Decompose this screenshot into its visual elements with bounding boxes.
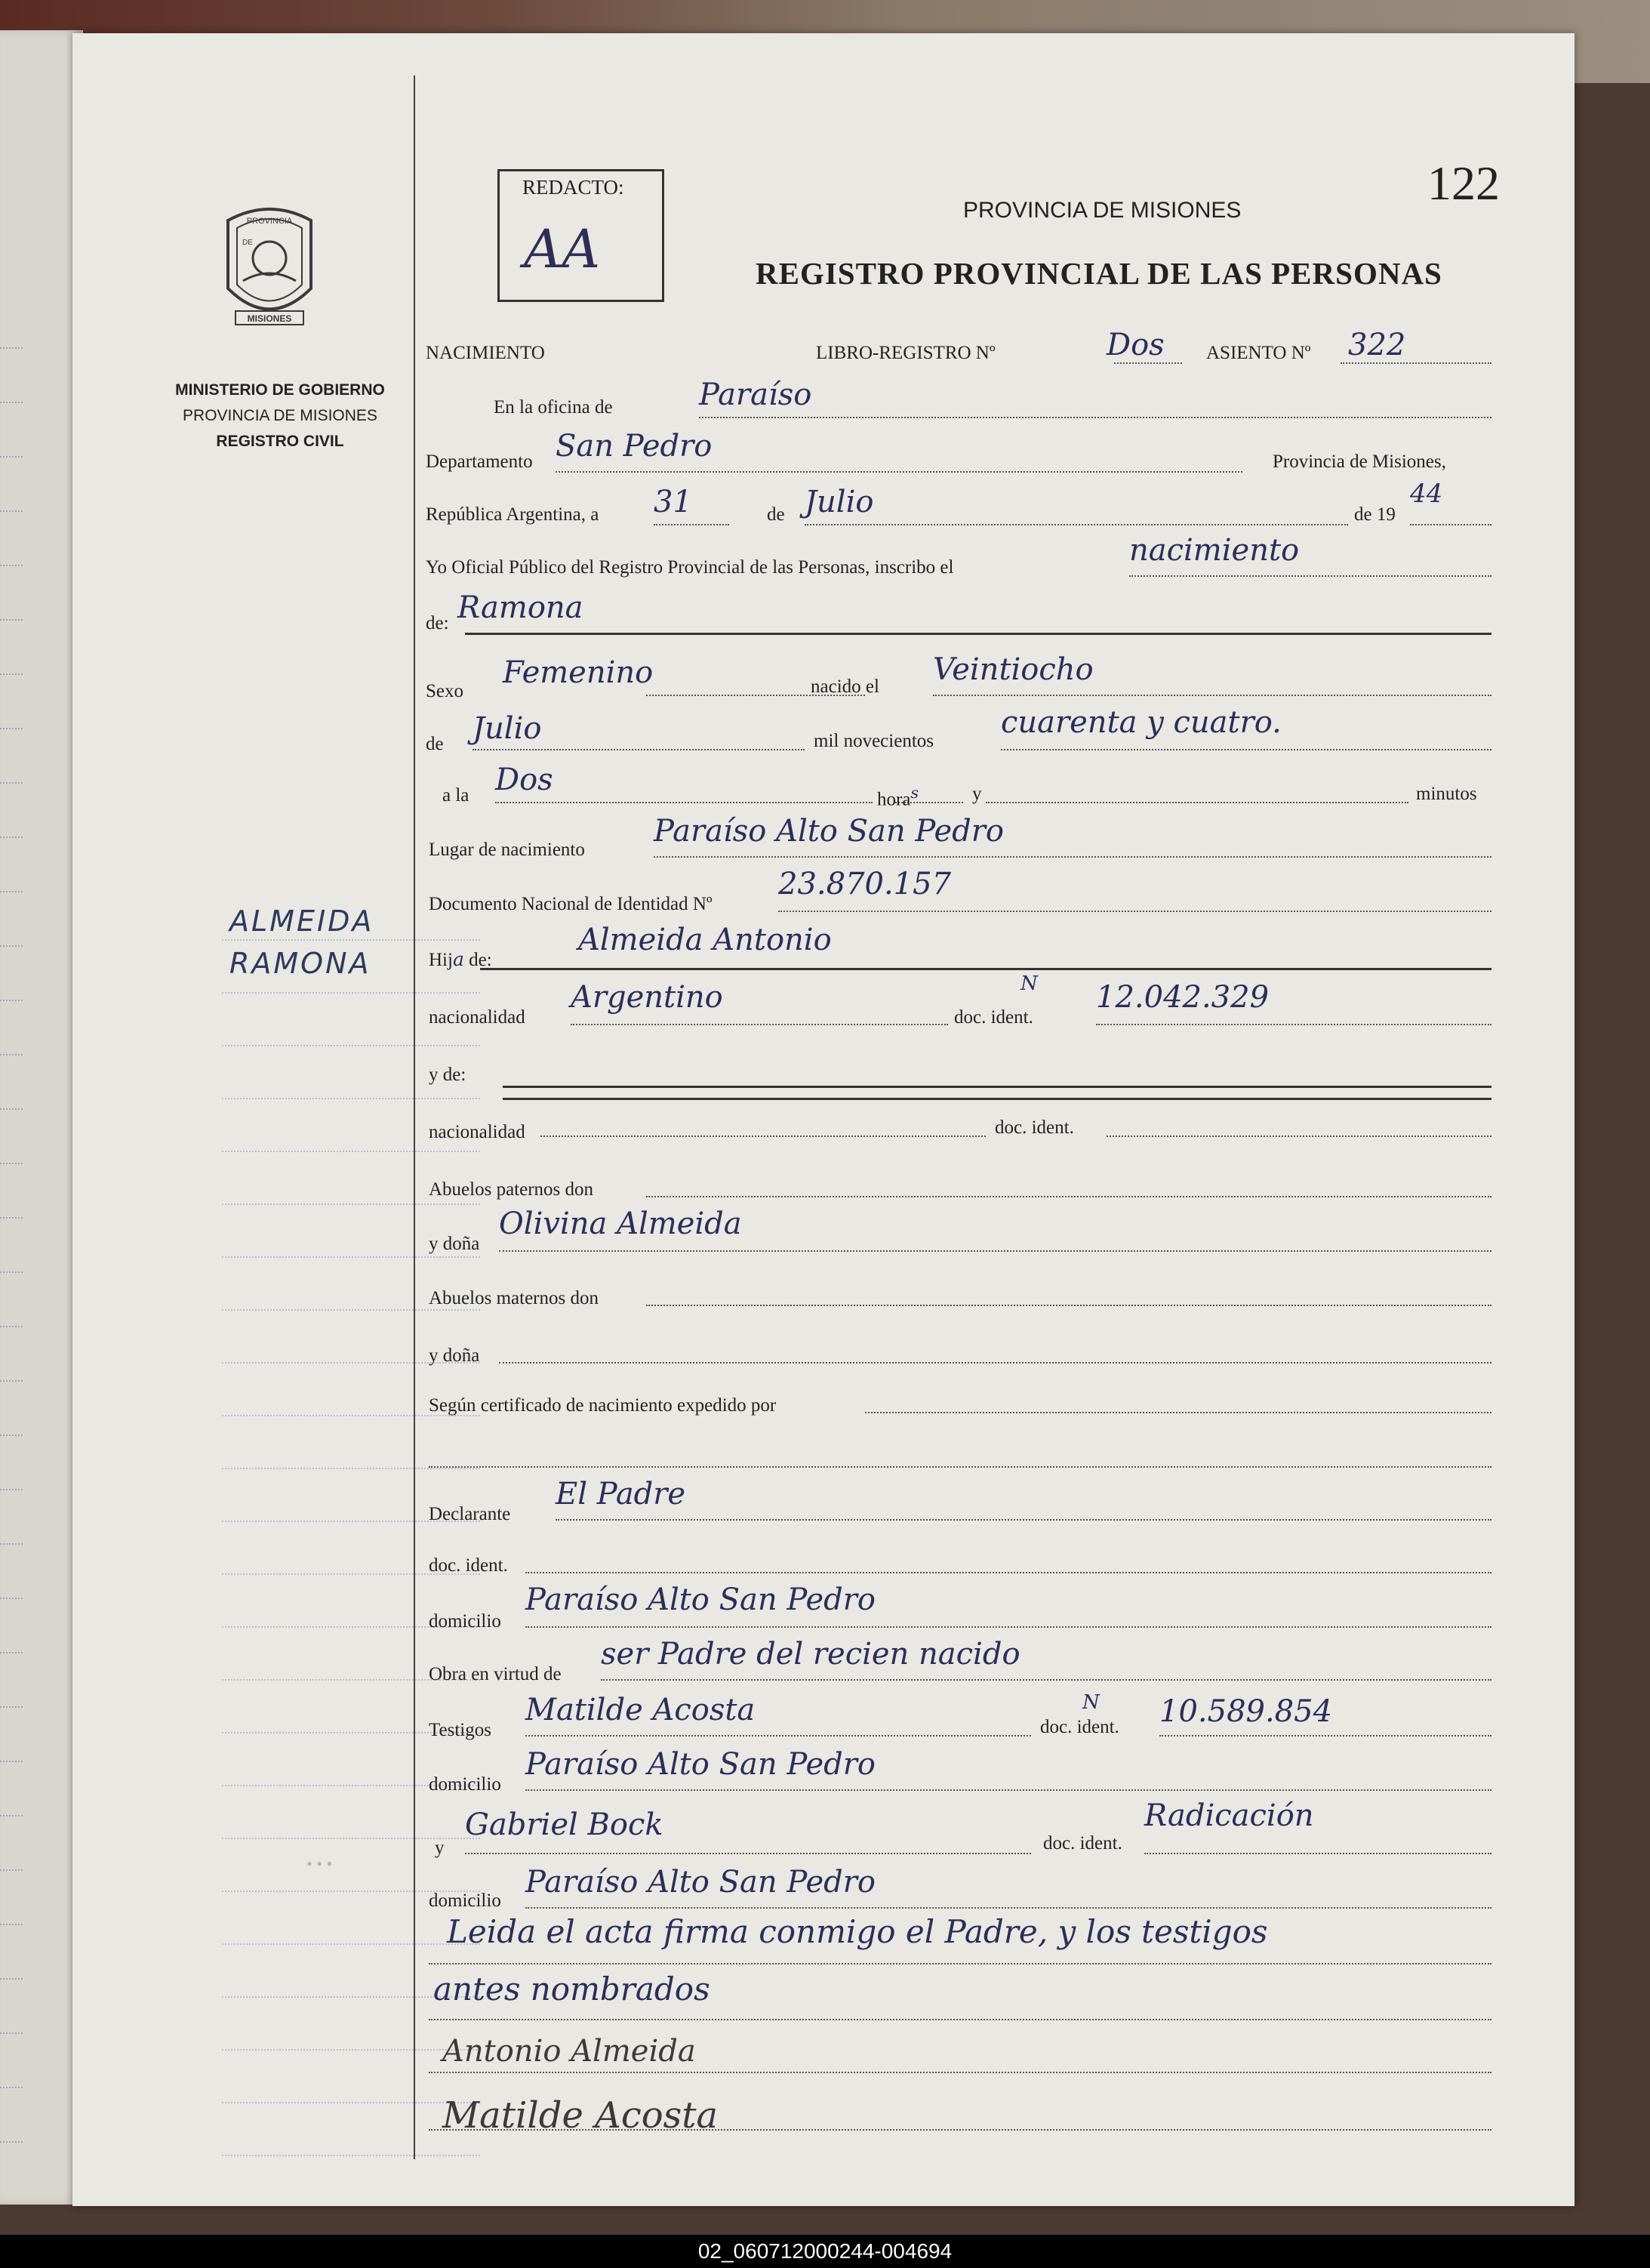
left-page-rule (0, 837, 23, 838)
field-underline (429, 1963, 1491, 1964)
testigo2-value: Gabriel Bock (465, 1807, 663, 1842)
province-seal-icon (213, 198, 326, 349)
field-underline (525, 1626, 1491, 1628)
left-page-rule (0, 1706, 23, 1708)
departamento-value: San Pedro (556, 429, 713, 464)
left-page-rule (0, 728, 23, 729)
left-page-rule (0, 402, 23, 403)
left-page-rule (0, 1815, 23, 1817)
field-underline (525, 1789, 1491, 1791)
left-page-rule (0, 1489, 23, 1490)
sexo-value: Femenino (503, 655, 654, 690)
margin-rule (414, 75, 415, 2159)
margin-rule-line (222, 1309, 480, 1311)
ala-label: a la (442, 785, 469, 806)
oficina-label: En la oficina de (494, 397, 613, 418)
left-page-rule (0, 619, 23, 621)
register-page (72, 33, 1575, 2206)
left-page-rule (0, 1434, 23, 1436)
left-page-rule (0, 1054, 23, 1055)
month2-value: Julio (473, 711, 542, 746)
field-rule (503, 1098, 1491, 1100)
field-underline (1114, 362, 1182, 364)
field-underline (1129, 575, 1491, 577)
signature-witness: Matilde Acosta (442, 2094, 719, 2137)
field-underline (805, 524, 1348, 525)
de-label: de (767, 504, 785, 525)
field-underline (571, 1024, 948, 1025)
yo-oficial-label: Yo Oficial Público del Registro Provincial de las Personas, inscribo el (426, 557, 954, 578)
hora-label (877, 784, 919, 810)
field-underline (429, 2072, 1491, 2073)
segun-label: Según certificado de nacimiento expedido por (429, 1395, 777, 1416)
field-underline (525, 1907, 1491, 1909)
doc3-label: doc. ident. (1040, 1717, 1119, 1737)
dni-value: 23.870.157 (778, 867, 952, 901)
field-underline (646, 1305, 1491, 1306)
margin-rule-line (222, 1943, 480, 1945)
de19-label: de 19 (1354, 504, 1396, 525)
left-page-rule (0, 565, 23, 566)
left-page-rule (0, 510, 23, 512)
field-underline (986, 802, 1408, 803)
left-page-rule (0, 456, 23, 458)
doc4-label: doc. ident. (1043, 1833, 1122, 1854)
field-underline (473, 749, 805, 750)
field-underline (429, 1466, 1491, 1468)
padre-value: Almeida Antonio (578, 923, 832, 957)
margin-rule-line (222, 992, 480, 994)
field-underline (1144, 1853, 1491, 1854)
ydona2-label: y doña (429, 1345, 480, 1366)
margin-rule-line (222, 1098, 480, 1099)
left-page-rule (0, 1108, 23, 1110)
left-page-rule (0, 347, 23, 349)
declarante-value: El Padre (556, 1477, 686, 1511)
year-value: 44 (1410, 479, 1443, 509)
left-page-rule (0, 1380, 23, 1382)
doc1-label: doc. ident. (954, 1007, 1033, 1028)
nac1-label: nacionalidad (429, 1007, 525, 1028)
seal-text-top: PROVINCIA (246, 217, 293, 226)
oficina-value: Paraíso (699, 377, 812, 412)
margin-rule-line (222, 1045, 480, 1046)
asiento-value: 322 (1348, 328, 1406, 362)
day-value: 31 (654, 485, 692, 519)
left-page-edge (0, 30, 83, 2205)
field-underline (1410, 524, 1491, 525)
field-underline (1107, 1136, 1491, 1137)
abuelos-paternos-label: Abuelos paternos don (429, 1179, 594, 1200)
docid-label: doc. ident. (429, 1555, 508, 1576)
footer-bar (0, 2235, 1650, 2268)
field-underline (654, 856, 1491, 858)
field-underline (778, 911, 1491, 912)
domicilio3-value: Paraíso Alto San Pedro (525, 1865, 876, 1900)
libro-label: LIBRO-REGISTRO Nº (816, 343, 996, 363)
testigos-value: Matilde Acosta (525, 1693, 756, 1727)
testigos-label: Testigos (429, 1720, 491, 1740)
field-underline (495, 802, 873, 803)
doc3-value: 10.589.854 (1159, 1694, 1333, 1729)
provincia-label: Provincia de Misiones, (1273, 451, 1446, 472)
footer-id: 02_060712000244-004694 (697, 2239, 953, 2263)
dni-label: Documento Nacional de Identidad Nº (429, 894, 713, 914)
field-underline (525, 1735, 1031, 1736)
left-page-rule (0, 1761, 23, 1762)
field-underline (499, 1250, 1491, 1252)
de2-label: de (426, 734, 444, 754)
record-type-label: NACIMIENTO (426, 343, 545, 363)
name-value: Ramona (457, 590, 583, 625)
province-heading: PROVINCIA DE MISIONES (963, 198, 1242, 223)
name-label: de: (426, 613, 449, 633)
pencil-mark: • • • (306, 1854, 333, 1873)
obra-value: ser Padre del recien nacido (601, 1637, 1020, 1672)
page-number: 122 (1427, 156, 1500, 210)
margin-rule-line (222, 2155, 480, 2156)
nacido-label: nacido el (811, 676, 879, 697)
hij-text: Hij (429, 950, 453, 970)
field-underline (540, 1136, 986, 1137)
field-underline (1096, 1024, 1491, 1025)
nacido-value: Veintiocho (933, 652, 1094, 687)
libro-value: Dos (1107, 328, 1165, 362)
left-page-rule (0, 1217, 23, 1219)
left-page-rule (0, 673, 23, 675)
field-underline (499, 1362, 1491, 1364)
field-underline (601, 1679, 1491, 1681)
yde-label: y de: (429, 1065, 466, 1085)
asiento-label: ASIENTO Nº (1206, 343, 1311, 363)
left-page-rule (0, 782, 23, 784)
hij-suffix: a (452, 948, 464, 970)
field-rule (503, 1086, 1491, 1088)
margin-rule-line (222, 2102, 480, 2103)
field-underline (646, 1196, 1491, 1197)
lugar-label: Lugar de nacimiento (429, 840, 585, 860)
seal-text-middle: DE (242, 239, 253, 247)
left-page-rule (0, 1000, 23, 1001)
ministry-block (155, 377, 405, 455)
closing-line2: antes nombrados (433, 1971, 710, 2008)
nac2-label: nacionalidad (429, 1122, 525, 1142)
doc2-label: doc. ident. (995, 1117, 1074, 1138)
ministry-line1: MINISTERIO DE GOBIERNO (175, 381, 385, 399)
margin-note-name: RAMONA (229, 947, 371, 980)
sexo-label: Sexo (426, 681, 463, 701)
closing-line1: Leida el acta firma conmigo el Padre, y los testigos (447, 1913, 1268, 1950)
doc1-prefix: N (1020, 972, 1038, 995)
left-page-rule (0, 2032, 23, 2034)
ala-value: Dos (495, 763, 553, 797)
mil-label: mil novecientos (814, 731, 934, 751)
hora-suffix: s (910, 784, 919, 802)
republica-label: República Argentina, a (426, 504, 599, 525)
left-page-rule (0, 1543, 23, 1545)
field-underline (556, 471, 1242, 473)
margin-rule-line (222, 1203, 480, 1205)
domicilio1-value: Paraíso Alto San Pedro (525, 1582, 876, 1617)
margin-rule-line (222, 939, 480, 941)
doc4-value: Radicación (1144, 1798, 1314, 1833)
field-underline (465, 1853, 1031, 1854)
margin-rule-line (222, 1151, 480, 1152)
left-page-rule (0, 2141, 23, 2143)
minutos-label: minutos (1416, 784, 1477, 804)
seal-text-bottom: MISIONES (247, 313, 292, 324)
left-page-rule (0, 1924, 23, 1925)
nac1-value: Argentino (571, 980, 723, 1015)
left-page-rule (0, 1163, 23, 1164)
ydona1-label: y doña (429, 1234, 480, 1254)
signature-father: Antonio Almeida (442, 2034, 696, 2069)
field-underline (1341, 362, 1491, 364)
hij-de-text: de: (469, 950, 492, 970)
left-page-rule (0, 1326, 23, 1327)
field-underline (933, 695, 1491, 696)
margin-rule-line (222, 1468, 480, 1469)
registry-heading: REGISTRO PROVINCIAL DE LAS PERSONAS (756, 256, 1442, 291)
redacto-initials: AA (524, 218, 601, 280)
hij-label (429, 948, 492, 971)
domicilio1-label: domicilio (429, 1611, 501, 1632)
left-page-rule (0, 1869, 23, 1871)
mil-value: cuarenta y cuatro. (1001, 705, 1282, 740)
field-underline (429, 2019, 1491, 2020)
doc1-value: 12.042.329 (1096, 980, 1270, 1015)
yo-oficial-value: nacimiento (1129, 533, 1300, 568)
abuelos-maternos-label: Abuelos maternos don (429, 1288, 599, 1308)
field-underline (654, 524, 729, 525)
left-page-rule (0, 1652, 23, 1653)
month-value: Julio (805, 485, 874, 519)
field-underline (556, 1519, 1491, 1521)
ministry-line3: REGISTRO CIVIL (216, 433, 344, 450)
lugar-value: Paraíso Alto San Pedro (654, 814, 1004, 849)
redacto-label: REDACTO: (522, 176, 624, 199)
field-rule (480, 968, 1491, 970)
margin-rule-line (222, 2049, 480, 2051)
domicilio3-label: domicilio (429, 1891, 501, 1911)
domicilio2-label: domicilio (429, 1774, 501, 1795)
departamento-label: Departamento (426, 451, 533, 472)
left-page-rule (0, 1978, 23, 1980)
field-underline (1159, 1735, 1491, 1736)
left-page-rule (0, 945, 23, 947)
field-underline (525, 1572, 1491, 1573)
margin-rule-line (222, 1256, 480, 1258)
ministry-line2: PROVINCIA DE MISIONES (183, 407, 377, 424)
domicilio2-value: Paraíso Alto San Pedro (525, 1747, 876, 1782)
doc3-prefix: N (1082, 1691, 1100, 1714)
left-page-rule (0, 891, 23, 892)
ydona1-value: Olivina Almeida (499, 1206, 742, 1241)
y2-label: y (435, 1838, 445, 1858)
obra-label: Obra en virtud de (429, 1664, 562, 1684)
field-underline (699, 417, 1491, 418)
y-label: y (972, 784, 982, 804)
field-underline (865, 1412, 1491, 1413)
left-page-rule (0, 2087, 23, 2088)
margin-note-surname: ALMEIDA (229, 904, 374, 938)
field-rule (465, 633, 1491, 635)
field-underline (1001, 749, 1491, 750)
declarante-label: Declarante (429, 1504, 511, 1524)
left-page-rule (0, 1598, 23, 1599)
left-page-rule (0, 1271, 23, 1273)
redacto-box (497, 169, 664, 302)
hora-text: hora (877, 789, 911, 810)
